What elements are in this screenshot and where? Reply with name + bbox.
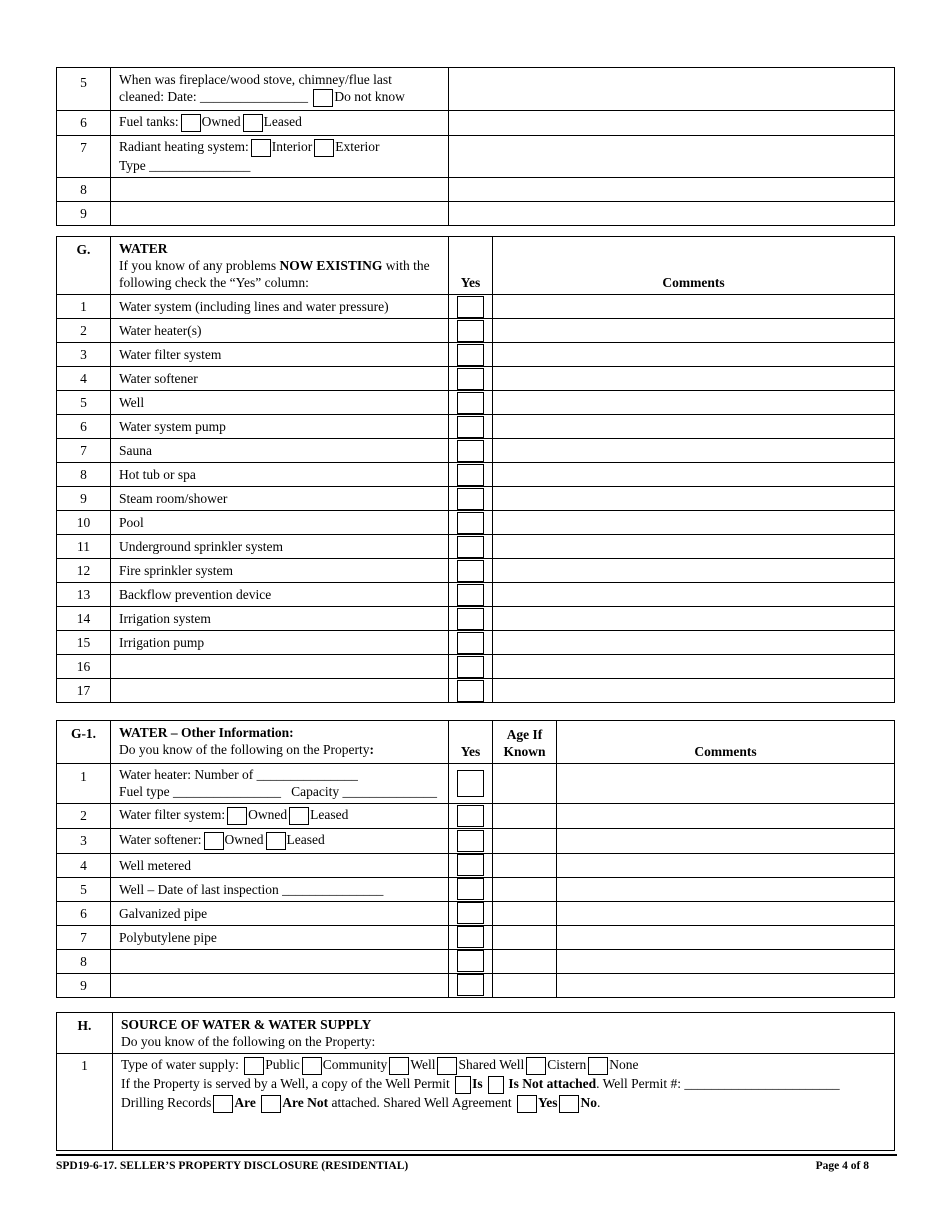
section-header (111, 721, 449, 764)
comment-cell[interactable] (557, 973, 895, 997)
yes-cell (449, 877, 493, 901)
yes-checkbox[interactable] (457, 584, 484, 606)
yes-cell (449, 607, 493, 631)
section-description: Do you know of the following on the Property: (121, 1034, 376, 1049)
section-code: H. (57, 1013, 113, 1054)
comment-cell[interactable] (493, 391, 895, 415)
leased-checkbox[interactable] (243, 114, 263, 132)
row-number: 5 (57, 68, 111, 111)
yes-cell (449, 559, 493, 583)
comment-cell[interactable] (557, 877, 895, 901)
yes-checkbox[interactable] (457, 440, 484, 462)
leased-checkbox[interactable] (266, 832, 286, 850)
checkbox-label: Cistern (547, 1057, 587, 1072)
table-row (57, 973, 895, 997)
row-number: 13 (57, 583, 111, 607)
section-title: WATER – Other Information: (119, 725, 294, 740)
yes-checkbox[interactable] (457, 950, 484, 972)
yes-cell (449, 391, 493, 415)
row-label: Water softener (111, 367, 449, 391)
comment-cell[interactable] (557, 853, 895, 877)
row-number: 16 (57, 655, 111, 679)
row-number: 1 (57, 295, 111, 319)
row-number: 12 (57, 559, 111, 583)
yes-cell (449, 949, 493, 973)
yes-checkbox[interactable] (457, 320, 484, 342)
checkbox-label: Community (322, 1057, 388, 1072)
row-number: 8 (57, 463, 111, 487)
drilling-records-label: Drilling Records (121, 1094, 212, 1110)
row-label: Irrigation pump (111, 631, 449, 655)
comment-cell[interactable] (493, 463, 895, 487)
yes-cell (449, 439, 493, 463)
permit-text: If the Property is served by a Well, a copy of the Well Permit (121, 1075, 450, 1091)
yes-checkbox[interactable] (457, 902, 484, 924)
section-header (111, 237, 449, 295)
checkbox-label: Interior (271, 138, 313, 154)
comment-cell[interactable] (557, 828, 895, 853)
comment-cell[interactable] (493, 487, 895, 511)
yes-cell (449, 319, 493, 343)
yes-checkbox[interactable] (457, 770, 484, 797)
row-number: 10 (57, 511, 111, 535)
comment-cell[interactable] (493, 511, 895, 535)
comment-cell[interactable] (493, 295, 895, 319)
table-row (57, 679, 895, 703)
checkbox-label: Leased (286, 831, 325, 847)
checkbox-label: None (609, 1057, 639, 1072)
agreement-yes-checkbox[interactable] (517, 1095, 537, 1113)
yes-cell (449, 764, 493, 804)
row-label: Water filter system (111, 343, 449, 367)
checkbox-label: Public (265, 1057, 300, 1072)
yes-checkbox[interactable] (457, 464, 484, 486)
row-number: 5 (57, 391, 111, 415)
table-row (57, 367, 895, 391)
table-row (57, 415, 895, 439)
yes-checkbox[interactable] (457, 512, 484, 534)
age-cell[interactable] (493, 804, 557, 829)
yes-checkbox[interactable] (457, 296, 484, 318)
table-row (57, 343, 895, 367)
section-description: Do you know of the following on the Property: (119, 742, 374, 757)
comment-cell[interactable] (493, 535, 895, 559)
yes-checkbox[interactable] (457, 805, 484, 827)
row-number: 15 (57, 631, 111, 655)
row-number: 11 (57, 535, 111, 559)
row-label: Steam room/shower (111, 487, 449, 511)
shared-well-checkbox[interactable] (437, 1057, 457, 1075)
interior-checkbox[interactable] (251, 139, 271, 157)
checkbox-label: Exterior (335, 138, 380, 154)
age-cell[interactable] (493, 853, 557, 877)
checkbox-label: Well (410, 1057, 436, 1072)
comments-column-header: Comments (493, 237, 895, 295)
table-row (57, 655, 895, 679)
yes-checkbox[interactable] (457, 560, 484, 582)
table-row (57, 391, 895, 415)
yes-checkbox[interactable] (457, 488, 484, 510)
table-row (57, 583, 895, 607)
form-id: SPD19-6-17. SELLER’S PROPERTY DISCLOSURE (RESIDENTIAL) (56, 1160, 409, 1172)
row-label: Water heater(s) (111, 319, 449, 343)
number-field[interactable]: Water heater: Number of _______________ (119, 767, 358, 782)
yes-cell (449, 463, 493, 487)
row-label: Polybutylene pipe (111, 925, 449, 949)
type-field[interactable]: Type _______________ (119, 157, 251, 173)
capacity-field[interactable]: Capacity ______________ (291, 784, 437, 799)
table-row (57, 925, 895, 949)
table-row (57, 463, 895, 487)
yes-column-header: Yes (449, 721, 493, 764)
water-problems-table (56, 236, 895, 703)
yes-checkbox[interactable] (457, 656, 484, 678)
section-header (113, 1013, 895, 1054)
checkbox-label: Yes (537, 1094, 558, 1110)
comment-cell[interactable] (449, 135, 895, 177)
row-label-text: Fuel tanks: (119, 113, 179, 129)
yes-checkbox[interactable] (457, 830, 484, 852)
yes-cell (449, 535, 493, 559)
age-cell[interactable] (493, 828, 557, 853)
table-row (57, 319, 895, 343)
row-number: 8 (57, 949, 111, 973)
water-source-table (56, 1012, 895, 1151)
yes-checkbox[interactable] (457, 854, 484, 876)
yes-cell (449, 853, 493, 877)
section-title: SOURCE OF WATER & WATER SUPPLY (121, 1017, 372, 1032)
row-label (111, 679, 449, 703)
checkbox-label: Is (472, 1075, 483, 1091)
age-cell[interactable] (493, 877, 557, 901)
comment-cell[interactable] (557, 901, 895, 925)
yes-checkbox[interactable] (457, 632, 484, 654)
row-number: 4 (57, 853, 111, 877)
community-checkbox[interactable] (302, 1057, 322, 1075)
table-row (57, 559, 895, 583)
row-number: 1 (57, 1054, 113, 1151)
row-number: 8 (57, 177, 111, 201)
checkbox-label: Are (234, 1094, 256, 1110)
row-label: Irrigation system (111, 607, 449, 631)
table-row (57, 901, 895, 925)
yes-checkbox[interactable] (457, 974, 484, 996)
comment-cell[interactable] (557, 804, 895, 829)
permit-is-not-checkbox[interactable] (488, 1076, 504, 1094)
water-other-info-table (56, 720, 895, 998)
page-footer (56, 1154, 897, 1172)
yes-cell (449, 828, 493, 853)
row-number: 9 (57, 487, 111, 511)
comment-cell[interactable] (449, 177, 895, 201)
yes-checkbox[interactable] (457, 344, 484, 366)
yes-cell (449, 655, 493, 679)
row-label: Well metered (111, 853, 449, 877)
yes-checkbox[interactable] (457, 878, 484, 900)
row-label: Hot tub or spa (111, 463, 449, 487)
checkbox-label: Owned (248, 807, 288, 822)
row-label: Underground sprinkler system (111, 535, 449, 559)
page-number: Page 4 of 8 (815, 1160, 869, 1172)
section-code: G. (57, 237, 111, 295)
leased-checkbox[interactable] (289, 807, 309, 825)
row-number: 14 (57, 607, 111, 631)
yes-cell (449, 487, 493, 511)
well-checkbox[interactable] (389, 1057, 409, 1075)
comment-cell[interactable] (557, 949, 895, 973)
checkbox-label: Are Not (282, 1094, 329, 1110)
table-row (57, 877, 895, 901)
row-label: Water system pump (111, 415, 449, 439)
age-cell[interactable] (493, 764, 557, 804)
exterior-checkbox[interactable] (314, 139, 334, 157)
row-number: 7 (57, 439, 111, 463)
owned-checkbox[interactable] (204, 832, 224, 850)
row-number: 9 (57, 201, 111, 225)
permit-is-checkbox[interactable] (455, 1076, 471, 1094)
yes-cell (449, 415, 493, 439)
yes-checkbox[interactable] (457, 416, 484, 438)
table-row (57, 853, 895, 877)
comment-cell[interactable] (493, 415, 895, 439)
yes-checkbox[interactable] (457, 536, 484, 558)
none-checkbox[interactable] (588, 1057, 608, 1075)
age-cell[interactable] (493, 925, 557, 949)
row-label[interactable] (111, 201, 449, 225)
section-description: If you know of any problems NOW EXISTING with the following check the “Yes” column: (119, 258, 430, 290)
drilling-are-not-checkbox[interactable] (261, 1095, 281, 1113)
row-number: 5 (57, 877, 111, 901)
checkbox-label: Is Not attached (508, 1075, 597, 1091)
comment-cell[interactable] (557, 925, 895, 949)
age-cell[interactable] (493, 973, 557, 997)
row-label (111, 973, 449, 997)
row-label: Well (111, 391, 449, 415)
comments-column-header: Comments (557, 721, 895, 764)
well-permit-number-field[interactable]: . Well Permit #: _______________________ (596, 1075, 840, 1091)
fuel-type-field[interactable]: Fuel type ________________ (119, 784, 281, 799)
row-number: 4 (57, 367, 111, 391)
row-number: 6 (57, 110, 111, 135)
cistern-checkbox[interactable] (526, 1057, 546, 1075)
comment-cell[interactable] (493, 679, 895, 703)
comment-cell[interactable] (493, 583, 895, 607)
row-number: 6 (57, 415, 111, 439)
section-title: WATER (119, 241, 168, 256)
row-label (111, 804, 449, 829)
row-number: 7 (57, 925, 111, 949)
age-cell[interactable] (493, 901, 557, 925)
row-label (111, 68, 449, 111)
yes-cell (449, 511, 493, 535)
yes-cell (449, 679, 493, 703)
row-label-text: Water filter system: (119, 807, 226, 822)
row-number: 1 (57, 764, 111, 804)
yes-cell (449, 901, 493, 925)
row-label-line1: When was fireplace/wood stove, chimney/flue last (119, 72, 392, 87)
row-label-text: Water softener: (119, 831, 202, 847)
age-cell[interactable] (493, 949, 557, 973)
comment-cell[interactable] (493, 439, 895, 463)
age-column-header: Age If Known (493, 721, 557, 764)
row-label-line2: cleaned: Date: ________________ (119, 89, 308, 104)
yes-cell (449, 367, 493, 391)
table-row (57, 535, 895, 559)
table-row (57, 487, 895, 511)
row-label: Fire sprinkler system (111, 559, 449, 583)
period: . (596, 1094, 601, 1110)
row-label-text: Type of water supply: (121, 1057, 239, 1072)
comment-cell[interactable] (493, 559, 895, 583)
checkbox-label: Do not know (334, 89, 405, 104)
section-code: G-1. (57, 721, 111, 764)
comment-cell[interactable] (493, 607, 895, 631)
checkbox-label: Shared Well (458, 1057, 525, 1072)
yes-checkbox[interactable] (457, 926, 484, 948)
yes-cell (449, 631, 493, 655)
yes-cell (449, 804, 493, 829)
checkbox-label: Leased (310, 807, 349, 822)
row-label (111, 764, 449, 804)
row-number: 2 (57, 319, 111, 343)
table-row (57, 607, 895, 631)
table-row (57, 949, 895, 973)
yes-cell (449, 973, 493, 997)
public-checkbox[interactable] (244, 1057, 264, 1075)
row-number: 17 (57, 679, 111, 703)
row-label: Well – Date of last inspection _______________ (111, 877, 449, 901)
checkbox-label: Owned (224, 831, 264, 847)
row-number: 9 (57, 973, 111, 997)
row-label: Water system (including lines and water pressure) (111, 295, 449, 319)
row-number: 3 (57, 343, 111, 367)
checkbox-label: Owned (201, 113, 241, 129)
yes-column-header: Yes (449, 237, 493, 295)
row-label (111, 828, 449, 853)
row-number: 3 (57, 828, 111, 853)
yes-checkbox[interactable] (457, 680, 484, 702)
row-label[interactable] (111, 177, 449, 201)
drilling-are-checkbox[interactable] (213, 1095, 233, 1113)
row-label: Galvanized pipe (111, 901, 449, 925)
table-row (57, 439, 895, 463)
comment-cell[interactable] (449, 68, 895, 111)
row-number: 2 (57, 804, 111, 829)
comment-cell[interactable] (449, 110, 895, 135)
yes-cell (449, 925, 493, 949)
comment-cell[interactable] (493, 655, 895, 679)
row-label (111, 949, 449, 973)
table-row (57, 631, 895, 655)
row-label (111, 110, 449, 135)
do-not-know-checkbox[interactable] (313, 89, 333, 107)
yes-checkbox[interactable] (457, 392, 484, 414)
agreement-no-checkbox[interactable] (559, 1095, 579, 1113)
checkbox-label: Leased (263, 113, 302, 129)
shared-well-agreement-label: attached. Shared Well Agreement (328, 1094, 512, 1110)
checkbox-label: No (580, 1094, 597, 1110)
table-row (57, 295, 895, 319)
yes-cell (449, 295, 493, 319)
comment-cell[interactable] (493, 343, 895, 367)
yes-cell (449, 343, 493, 367)
row-label (111, 135, 449, 177)
yes-cell (449, 583, 493, 607)
comment-cell[interactable] (557, 764, 895, 804)
row-label (113, 1054, 895, 1151)
row-label-text: Radiant heating system: (119, 138, 249, 154)
owned-checkbox[interactable] (181, 114, 201, 132)
row-label: Backflow prevention device (111, 583, 449, 607)
yes-checkbox[interactable] (457, 608, 484, 630)
owned-checkbox[interactable] (227, 807, 247, 825)
row-number: 6 (57, 901, 111, 925)
table-row (57, 511, 895, 535)
comment-cell[interactable] (449, 201, 895, 225)
comment-cell[interactable] (493, 367, 895, 391)
comment-cell[interactable] (493, 631, 895, 655)
row-number: 7 (57, 135, 111, 177)
row-label: Sauna (111, 439, 449, 463)
row-label: Pool (111, 511, 449, 535)
row-label (111, 655, 449, 679)
yes-checkbox[interactable] (457, 368, 484, 390)
comment-cell[interactable] (493, 319, 895, 343)
fireplace-table (56, 67, 895, 226)
